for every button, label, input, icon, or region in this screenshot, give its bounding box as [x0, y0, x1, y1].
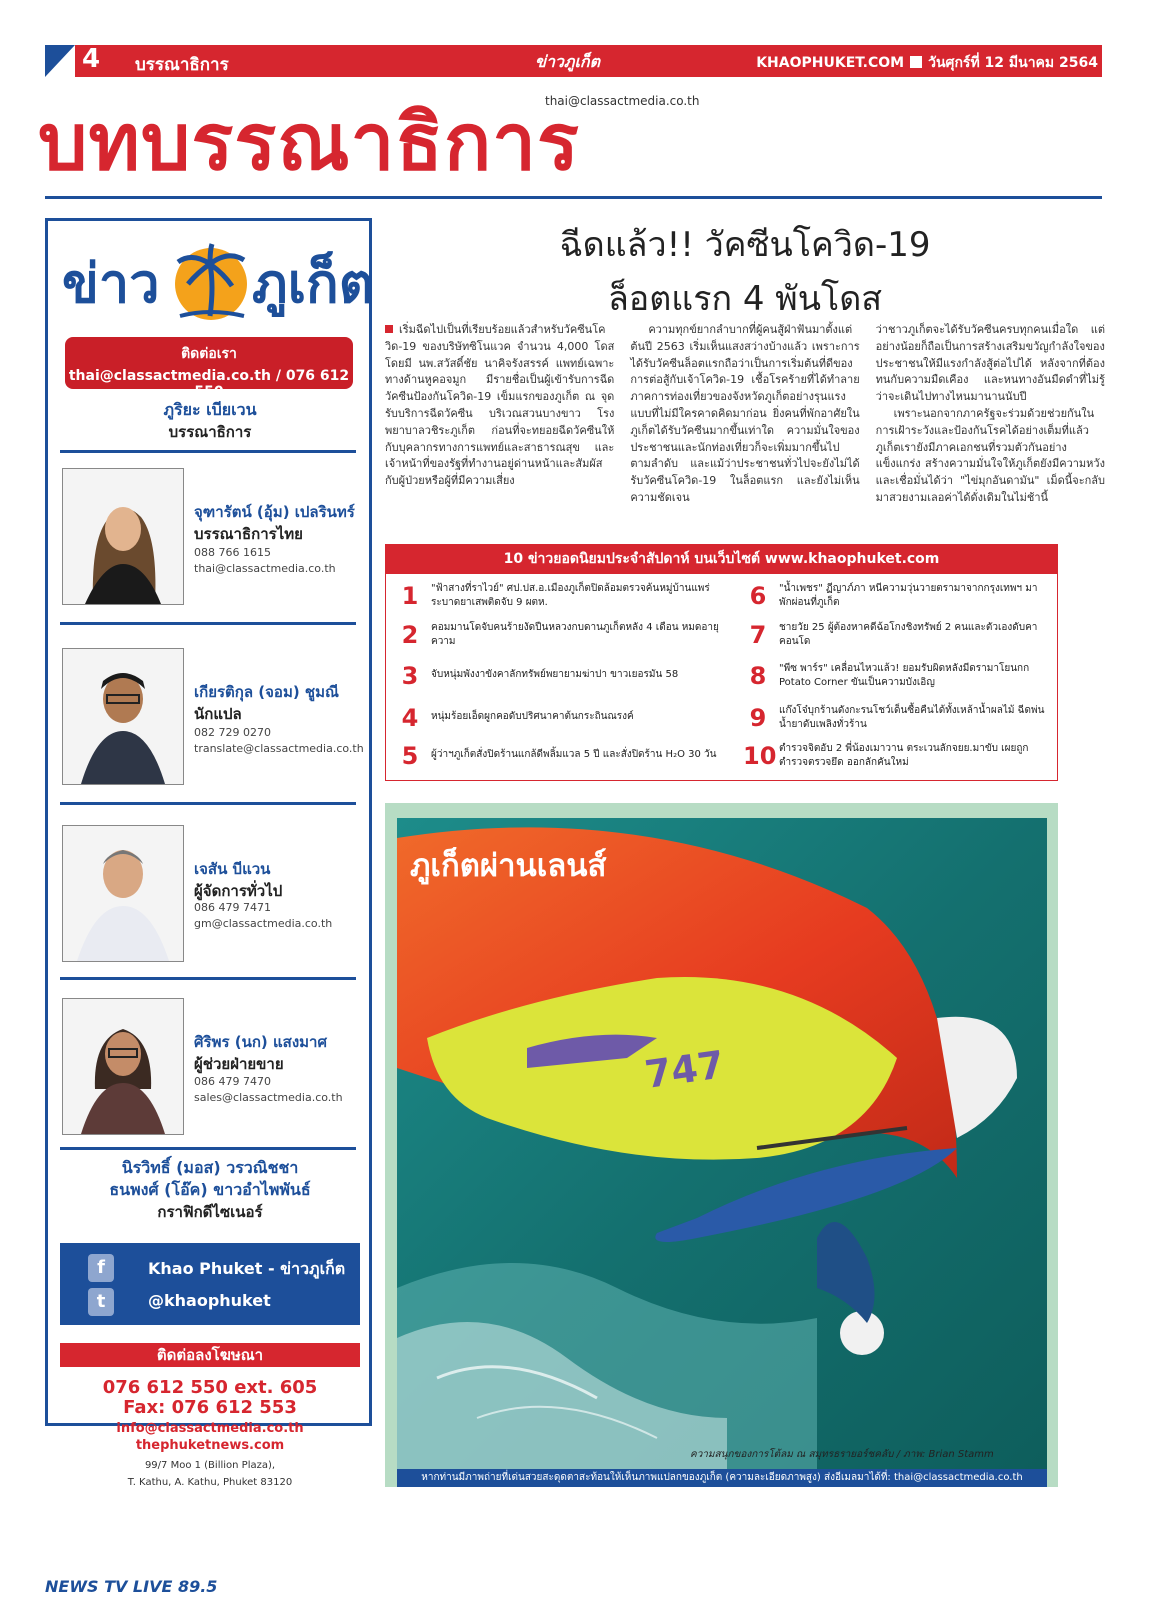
top10-number: 2	[401, 621, 419, 649]
top10-number: 1	[401, 582, 419, 610]
sail-number: 747	[642, 1042, 727, 1097]
ad-phone: 076 612 550 ext. 605	[102, 1377, 318, 1398]
top10-item[interactable]	[395, 619, 725, 657]
submission-note: หากท่านมีภาพถ่ายที่เด่นสวยสะดุดตาสะท้อนให้เห็นภาพแปลกของภูเก็ต (ความละเอียดภาพสูง) ส่งอีเมลมาได้ที่: thai@classactmedia.co.th	[397, 1469, 1047, 1487]
top10-item[interactable]	[743, 580, 1053, 618]
staff-photo	[62, 998, 184, 1135]
staff-phone: 088 766 1615	[194, 546, 271, 559]
ad-email[interactable]: info@classactmedia.co.th	[116, 1421, 304, 1436]
staff-separator	[60, 622, 356, 625]
logo-svg	[60, 236, 374, 326]
designers-role: กราฟิกดีไซเนอร์	[157, 1203, 263, 1221]
top10-text[interactable]: ผู้ว่าฯภูเก็ตสั่งปิดร้านแกล้ดีพลิ้มแวล 5 ปี และสั่งปิดร้าน H₂O 30 วัน	[431, 749, 717, 760]
top10-text[interactable]: ชายวัย 25 ผู้ต้องหาคดีฉ้อโกงชิงทรัพย์ 2 คนและตัวเองดับคาคอนโด	[779, 622, 1038, 647]
khaophuket-logo	[60, 236, 374, 326]
staff-phone: 086 479 7470	[194, 1075, 271, 1088]
article-paragraph: ความทุกข์ยากลำบากที่ผู้คนสู้ฝ่าฟันมาตั้งแต่ต้นปี 2563 เริ่มเห็นแสงสว่างบ้างแล้ว เพราะการได้รับวัคซีนล็อตแรกถือว่าเป็นการเริ่มต้นที่ดีของการต่อสู้กับเจ้าโควิด-19 เชื้อโรคร้ายที่ได้ทำลายภาคการท่องเที่ยวของจังหวัดภูเก็ตอย่างรุนแรง แบบที่ไม่มีใครคาดคิดมาก่อน ยิ่งคนที่พักอาศัยในภูเก็ตได้รับวัคซีนมากขึ้นเท่าใด ความมั่นใจของประชาชนและนักท่องเที่ยวก็จะเพิ่มมากขึ้นไปตามลำดับ และแม้ว่าประชาชนทั่วไปจะยังไม่ได้รับวัคซีนโควิด-19 ในล็อตแรก และยังไม่เห็นความชัดเจน	[630, 323, 860, 504]
designers	[60, 1157, 360, 1201]
person-icon	[63, 999, 183, 1134]
top10-number: 6	[749, 582, 767, 610]
staff-email[interactable]: thai@classactmedia.co.th	[194, 562, 336, 575]
site-url[interactable]: KHAOPHUKET.COM	[756, 55, 905, 71]
top10-number: 5	[401, 742, 419, 770]
svg-text:ภูเก็ต: ภูเก็ต	[252, 252, 374, 315]
staff-separator	[60, 450, 356, 453]
person-icon	[63, 649, 183, 784]
editorial-body	[385, 322, 1105, 522]
ad-phone-block	[60, 1378, 360, 1418]
staff-name: เกียรติกุล (จอม) ชูมณี	[194, 683, 339, 701]
article-paragraph: ว่าชาวภูเก็ตจะได้รับวัคซีนครบทุกคนเมื่อใด แต่อย่างน้อยก็ถือเป็นการสร้างเสริมขวัญกำลังใจของประชาชนให้มีแรงกำลังสู้ต่อไปได้ หลังจากที่ต้องทนกับความมืดเคือง และหนทางอันมืดดำที่ไม่รู้ว่าจะเดินไปทางไหนมานานนับปี	[875, 323, 1105, 404]
staff-email[interactable]: sales@classactmedia.co.th	[194, 1091, 343, 1104]
contact-pill	[65, 337, 353, 400]
top10-text[interactable]: ตำรวจจิตอับ 2 พี่น้องเมาวาน ตระเวนลักจยย.มาขับ เผยถูกตำรวจตรวจยึด ออกลักคันใหม่	[779, 743, 1029, 768]
headline-line: ฉีดแล้ว!! วัคซีนโควิด-19	[559, 225, 931, 265]
title-rule	[45, 196, 1102, 199]
ad-heading: ติดต่อลงโฆษณา	[60, 1343, 360, 1367]
top10-number: 3	[401, 662, 419, 690]
staff-name: จุฑารัตน์ (อุ้ม) เปลรินทร์	[194, 503, 355, 521]
top10-item[interactable]	[395, 702, 725, 740]
headline	[385, 218, 1105, 326]
svg-text:ข่าว: ข่าว	[62, 252, 160, 315]
top10-number: 9	[749, 704, 767, 732]
staff-name: ศิริพร (นก) แสงมาศ	[194, 1033, 327, 1051]
staff-email[interactable]: gm@classactmedia.co.th	[194, 917, 333, 930]
staff-role: ผู้จัดการทั่วไป	[194, 882, 283, 900]
editor-name: ภูริยะ เบียเวน	[163, 400, 257, 419]
top10-text[interactable]: หนุ่มร้อยเอ็ดผูกคอดับปริศนาคาต้นกระถินณรงค์	[431, 711, 634, 722]
top10-number: 7	[749, 621, 767, 649]
issue-date: วันศุกร์ที่ 12 มีนาคม 2564	[928, 55, 1098, 71]
top10-text[interactable]: คอมมานโดจับคนร้ายงัดปืนหลวงกบดานภูเก็ตหลัง 4 เดือน หมดอายุความ	[431, 622, 719, 647]
bullet-square-icon	[385, 325, 393, 333]
address-line: 99/7 Moo 1 (Billion Plaza),	[144, 1460, 276, 1471]
top10-item[interactable]	[743, 660, 1053, 698]
twitter-label[interactable]: @khaophuket	[148, 1291, 271, 1310]
headline-line: ล็อตแรก 4 พันโดส	[607, 279, 883, 319]
top10-item[interactable]	[743, 702, 1053, 740]
feature-title: ภูเก็ตผ่านเลนส์	[410, 848, 607, 884]
top10-text[interactable]: "น้ำเพชร" ฏีญาภ์ภา หนีความวุ่นวายตรามาจากกรุงเทพฯ มาพักผ่อนที่ภูเก็ต	[779, 583, 1038, 608]
designer-name: นิรวิทธิ์ (มอส) วรวณิชชา	[121, 1158, 299, 1177]
windsurf-photo	[397, 818, 1047, 1469]
article-paragraph: เพราะนอกจากภาครัฐจะร่วมด้วยช่วยกันในการเฝ้าระวังและป้องกันโรคได้อย่างเต็มที่แล้ว ภูเก็ตเรายังมีภาคเอกชนที่รวมตัวกันอย่างแข็งแกร่ง สร้างความมั่นใจให้ภูเก็ตยังมีความหวังและเชื่อมั่นได้ว่า "ไข่มุกอันดามัน" เม็ดนี้จะกลับมาสวยงามเลอค่าได้ดั่งเดิมในไม่ช้านี้	[875, 406, 1105, 504]
twitter-icon: t	[88, 1288, 114, 1316]
top10-number: 4	[401, 704, 419, 732]
staff-photo	[62, 825, 184, 962]
staff-email[interactable]: translate@classactmedia.co.th	[194, 742, 364, 755]
ad-address	[60, 1457, 360, 1491]
staff-separator	[60, 1147, 356, 1150]
person-icon	[63, 826, 183, 961]
social-box	[60, 1243, 360, 1325]
photo-caption: ความสนุกของการโต้ลม ณ สมุทรธรายอร์ชคลับ / ภาพ: Brian Stamm	[690, 1449, 994, 1460]
staff-photo	[62, 468, 184, 605]
page-number: 4	[82, 44, 101, 74]
facebook-label[interactable]: Khao Phuket - ข่าวภูเก็ต	[148, 1259, 346, 1278]
staff-name: เจสัน บีแวน	[194, 860, 271, 878]
top10-number: 10	[743, 742, 777, 770]
staff-phone: 082 729 0270	[194, 726, 271, 739]
contact-line[interactable]: thai@classactmedia.co.th / 076 612 550	[68, 368, 350, 400]
person-icon	[63, 469, 183, 604]
facebook-icon: f	[88, 1254, 114, 1282]
section-label: บรรณาธิการ	[135, 55, 229, 75]
staff-photo	[62, 648, 184, 785]
corner-triangle-icon	[45, 45, 75, 77]
staff-separator	[60, 977, 356, 980]
top10-item[interactable]	[743, 740, 1053, 778]
address-line: T. Kathu, A. Kathu, Phuket 83120	[127, 1477, 293, 1488]
top10-item[interactable]	[395, 660, 725, 698]
top10-number: 8	[749, 662, 767, 690]
top10-heading: 10 ข่าวยอดนิยมประจำสัปดาห์ บนเว็บไซต์ www.khaophuket.com	[385, 544, 1058, 574]
partner-logos: NEWS TV LIVE 89.5	[45, 1577, 218, 1596]
top10-text[interactable]: จับหนุ่มพังงาขังคาลักทรัพย์พยายามฆ่าปา ขาวเยอรมัน 58	[431, 669, 679, 680]
header-logo: ข่าวภูเก็ต	[535, 52, 600, 71]
top10-text[interactable]: แก๊งโจ๋บุกร้านดังกะรนโชว์เด็นซื้อคืนได้ทั้งเหล้าน้ำผลไม้ ฉีดพ่นน้ำยาดับเพลิงทั่วร้าน	[779, 705, 1045, 730]
square-separator-icon	[910, 56, 922, 68]
ad-site[interactable]: thephuketnews.com	[135, 1438, 285, 1453]
page-title: บทบรรณาธิการ	[38, 98, 580, 188]
designer-name: ธนพงศ์ (โอ๊ค) ขาวอำไพพันธ์	[109, 1180, 311, 1199]
top10-text[interactable]: "พีซ พาร์ร" เคลื่อนไหวแล้ว! ยอมรับผิดหลังมีดรามาโยนกก Potato Corner ขันเป็นความบังเอิญ	[779, 663, 1030, 688]
staff-separator	[60, 802, 356, 805]
top10-item[interactable]	[395, 740, 725, 778]
windsurf-illustration	[397, 818, 1047, 1469]
header-site-date	[756, 52, 1098, 74]
staff-role: นักแปล	[194, 705, 242, 723]
top10-item[interactable]	[395, 580, 725, 618]
ad-web-block	[60, 1420, 360, 1454]
article-paragraph: เริ่มฉีดไปเป็นที่เรียบร้อยแล้วสำหรับวัคซีนโควิด-19 ของบริษัทซิโนแวค จำนวน 4,000 โดส โดยมี นพ.สวัสดิ์ชัย นาคิจรังสรรค์ แพทย์เฉพาะทางด้านหูคอจมูก มีรายชื่อเป็นผู้เข้ารับการฉีดวัคซีนป้องกันโควิด-19 เข็มแรกของภูเก็ต ณ จุดรับบริการฉีดวัคซีน บริเวณสวนบางขาว โรงพยาบาลวชิระภูเก็ต ก่อนที่จะทยอยฉีดวัคซีนให้กับบุคลากรทางการแพทย์และสาธารณสุข และเจ้าหน้าที่ของรัฐที่ทำงานอยู่ด่านหน้าและสัมผัสกับผู้ป่วยหรือผู้ที่มีความเสี่ยง	[385, 323, 615, 488]
staff-phone: 086 479 7471	[194, 901, 271, 914]
staff-role: บรรณาธิการไทย	[194, 525, 303, 543]
contact-label: ติดต่อเรา	[181, 346, 237, 362]
masthead-email[interactable]: thai@classactmedia.co.th	[545, 94, 700, 108]
top10-text[interactable]: "ฟ้าสางที่ราไวย์" ศป.ปส.อ.เมืองภูเก็ตปิดล้อมตรวจค้นหมู่บ้านแพร่ระบาดยาเสพติดจับ 9 ผตห.	[431, 583, 710, 608]
ad-fax: Fax: 076 612 553	[123, 1397, 297, 1418]
top10-item[interactable]	[743, 619, 1053, 657]
editor-role: บรรณาธิการ	[168, 423, 252, 441]
staff-role: ผู้ช่วยฝ่ายขาย	[194, 1055, 284, 1073]
